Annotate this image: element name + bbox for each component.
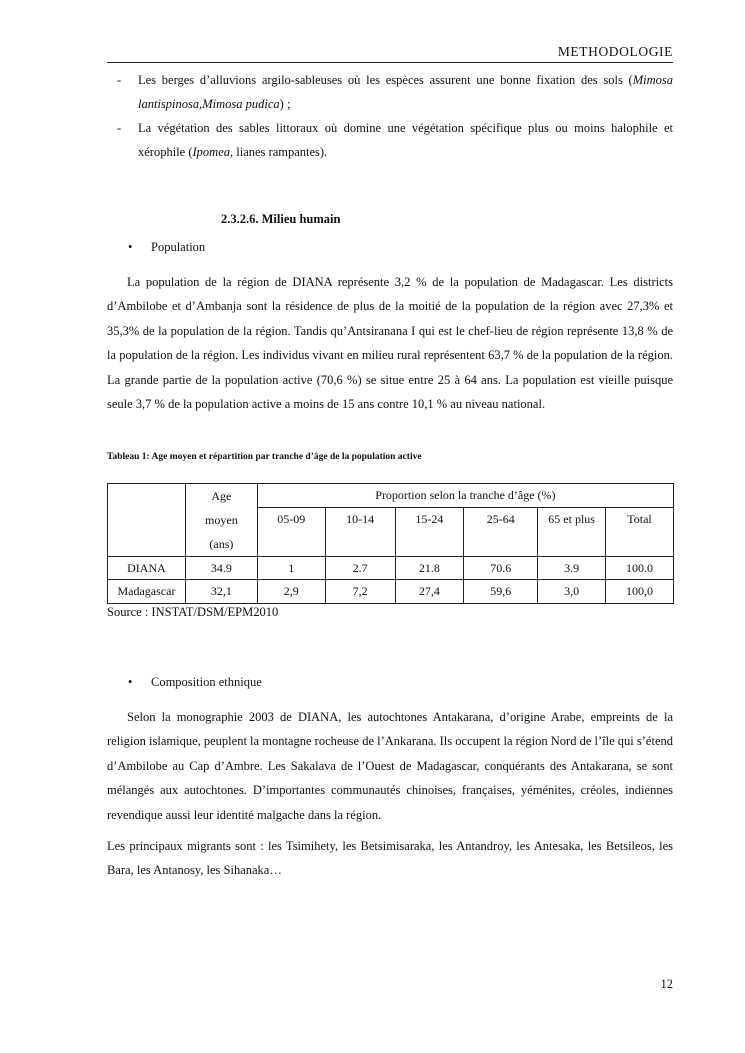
value-cell: 59,6 xyxy=(464,580,538,604)
age-header-line: moyen xyxy=(205,513,238,527)
age-group-header: Total xyxy=(606,508,674,557)
population-paragraph: La population de la région de DIANA représente 3,2 % de la population de Madagascar. Les districts d’Ambilobe et d’Ambanja sont la résidence de plus de la moitié de la population de la région avec 27,3% et 35,3% de la population de la région. Tandis qu’Antsiranana I qui est le chef-lieu de région représente 13,8 % de la population de la région. Les individus vivant en milieu rural représentent 63,7 % de la population de la région. La grande partie de la population active (70,6 %) se situe entre 25 à 64 ans. La population est vieille puisque seule 3,7 % de la population active a moins de 15 ans contre 10,1 % au niveau national. xyxy=(107,275,673,412)
age-group-header: 65 et plus xyxy=(538,508,606,557)
value-cell: 100.0 xyxy=(606,557,674,580)
section-title: 2.3.2.6. Milieu humain xyxy=(221,212,341,226)
page-number: 12 xyxy=(660,977,673,991)
age-header-line: (ans) xyxy=(209,537,234,551)
bullet-label: Population xyxy=(151,240,206,254)
list-item-text-end: , lianes rampantes). xyxy=(230,145,328,159)
value-cell: 1 xyxy=(257,557,325,580)
proportion-header-cell: Proportion selon la tranche d’âge (%) xyxy=(257,484,673,508)
value-cell: 27,4 xyxy=(395,580,464,604)
list-dash: - xyxy=(117,121,122,135)
age-cell: 32,1 xyxy=(185,580,257,604)
value-cell: 100,0 xyxy=(606,580,674,604)
population-bullet xyxy=(128,240,205,255)
age-group-header: 25-64 xyxy=(464,508,538,557)
table-corner-cell xyxy=(108,484,186,557)
list-item xyxy=(107,116,673,164)
region-cell: DIANA xyxy=(108,557,186,580)
list-item-text: La végétation des sables littoraux où domine une végétation spécifique plus ou moins halophile et xérophile ( xyxy=(138,121,673,159)
bullet-label: Composition ethnique xyxy=(151,675,262,689)
region-cell: Madagascar xyxy=(108,580,186,604)
list-item xyxy=(107,68,673,116)
age-header-cell xyxy=(185,484,257,557)
value-cell: 3,0 xyxy=(538,580,606,604)
age-header-line: Age xyxy=(211,489,232,503)
age-group-header: 10-14 xyxy=(325,508,395,557)
bullet-icon: • xyxy=(128,675,133,689)
top-bullet-list xyxy=(107,68,673,164)
age-distribution-table xyxy=(107,483,674,604)
table-row xyxy=(108,580,674,604)
ethnic-bullet xyxy=(128,675,262,690)
value-cell: 2.7 xyxy=(325,557,395,580)
list-item-text-end: ) ; xyxy=(279,97,291,111)
species-italic: Ipomea xyxy=(192,145,230,159)
table-caption: Tableau 1: Age moyen et répartition par tranche d’âge de la population active xyxy=(107,452,422,462)
age-group-header: 15-24 xyxy=(395,508,464,557)
value-cell: 21.8 xyxy=(395,557,464,580)
value-cell: 7,2 xyxy=(325,580,395,604)
migrants-paragraph: Les principaux migrants sont : les Tsimihety, les Betsimisaraka, les Antandroy, les Antesaka, les Betsileos, les Bara, les Antanosy, les Sihanaka… xyxy=(107,839,673,878)
species-italic: Mimosa lantispinosa,Mimosa pudica xyxy=(138,73,673,111)
list-item-text: Les berges d’alluvions argilo-sableuses où les espèces assurent une bonne fixation des sols ( xyxy=(138,73,633,87)
value-cell: 3.9 xyxy=(538,557,606,580)
bullet-icon: • xyxy=(128,240,133,254)
list-dash: - xyxy=(117,73,122,87)
header-rule xyxy=(107,62,673,63)
table-source: Source : INSTAT/DSM/EPM2010 xyxy=(107,605,279,619)
age-group-header: 05-09 xyxy=(257,508,325,557)
age-cell: 34.9 xyxy=(185,557,257,580)
value-cell: 70.6 xyxy=(464,557,538,580)
value-cell: 2,9 xyxy=(257,580,325,604)
table-row xyxy=(108,557,674,580)
ethnic-paragraph: Selon la monographie 2003 de DIANA, les autochtones Antakarana, d’origine Arabe, empreints de la religion islamique, peuplent la montagne rocheuse de l’Ankarana. Ils occupent la région Nord de l’île qui s’étend d’Ambilobe au Cap d’Ambre. Les Sakalava de l’Ouest de Madagascar, conquérants des Antakarana, se sont mélangés aux autochtones. D’importantes communautés chinoises, françaises, yéménites, créoles, indiennes revendique aussi leur identité malgache dans la région. xyxy=(107,710,673,822)
header-title: METHODOLOGIE xyxy=(557,44,673,59)
